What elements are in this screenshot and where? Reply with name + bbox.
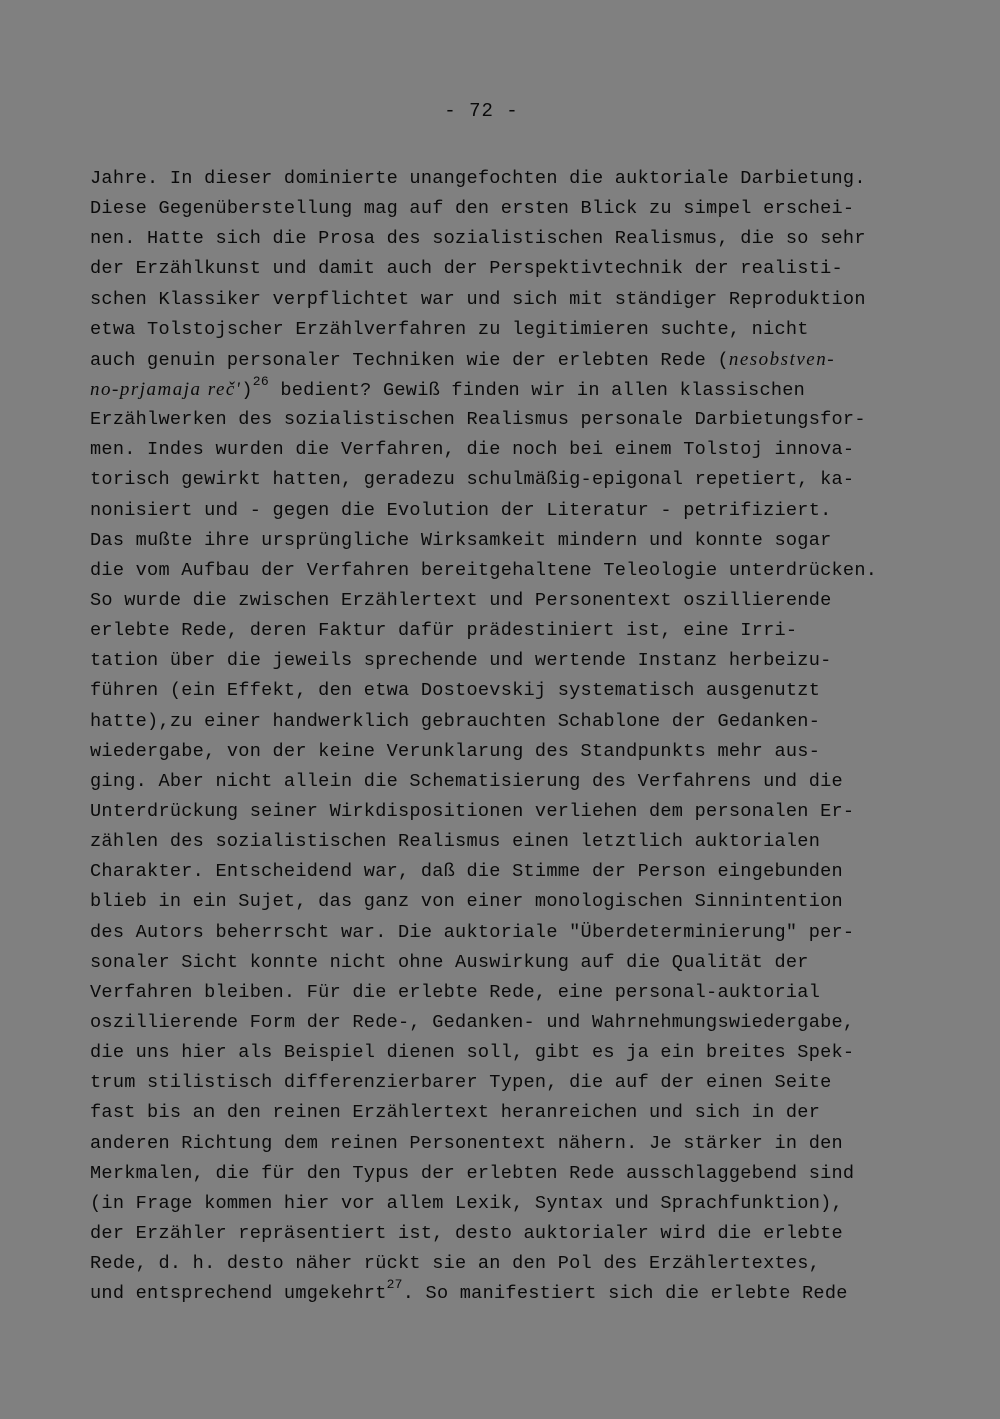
text-line: fast bis an den reinen Erzählertext heranreichen und sich in der bbox=[90, 1102, 821, 1124]
text-line: ging. Aber nicht allein die Schematisierung des Verfahrens und die bbox=[90, 770, 843, 792]
text-line bbox=[90, 345, 930, 375]
text-span: bedient? Gewiß finden wir in allen klassischen bbox=[268, 379, 806, 401]
text-line: die vom Aufbau der Verfahren bereitgehaltene Teleologie unterdrücken. bbox=[90, 559, 878, 581]
text-span: und entsprechend umgekehrt bbox=[90, 1283, 387, 1305]
body-text bbox=[90, 164, 930, 1309]
text-line: Charakter. Entscheidend war, daß die Stimme der Person eingebunden bbox=[90, 861, 843, 883]
text-line: erlebte Rede, deren Faktur dafür prädestiniert ist, eine Irri- bbox=[90, 620, 798, 642]
text-span: auch genuin personaler Techniken wie der erlebten Rede ( bbox=[90, 349, 729, 371]
page-number: - 72 - bbox=[444, 100, 519, 122]
text-line: So wurde die zwischen Erzählertext und Personentext oszillierende bbox=[90, 589, 832, 611]
text-line: sonaler Sicht konnte nicht ohne Auswirkung auf die Qualität der bbox=[90, 951, 809, 973]
text-line: nonisiert und - gegen die Evolution der Literatur - petrifiziert. bbox=[90, 499, 832, 521]
text-line: Rede, d. h. desto näher rückt sie an den Pol des Erzählertextes, bbox=[90, 1253, 821, 1275]
text-line: Unterdrückung seiner Wirkdispositionen verliehen dem personalen Er- bbox=[90, 800, 855, 822]
text-line: blieb in ein Sujet, das ganz von einer monologischen Sinnintention bbox=[90, 891, 843, 913]
text-line: der Erzähler repräsentiert ist, desto auktorialer wird die erlebte bbox=[90, 1222, 843, 1244]
text-line: anderen Richtung dem reinen Personentext nähern. Je stärker in den bbox=[90, 1132, 843, 1154]
text-line: Erzählwerken des sozialistischen Realismus personale Darbietungsfor- bbox=[90, 409, 866, 431]
italic-term: no-prjamaja reč' bbox=[90, 378, 242, 400]
text-line: etwa Tolstojscher Erzählverfahren zu legitimieren suchte, nicht bbox=[90, 318, 809, 340]
text-line: Jahre. In dieser dominierte unangefochten die auktoriale Darbietung. bbox=[90, 168, 866, 189]
text-line: men. Indes wurden die Verfahren, die noch bei einem Tolstoj innova- bbox=[90, 439, 855, 461]
text-line: trum stilistisch differenzierbarer Typen, die auf der einen Seite bbox=[90, 1072, 832, 1094]
text-line: hatte),zu einer handwerklich gebrauchten Schablone der Gedanken- bbox=[90, 710, 821, 732]
text-line: zählen des sozialistischen Realismus einen letztlich auktorialen bbox=[90, 831, 821, 853]
text-line: führen (ein Effekt, den etwa Dostoevskij systematisch ausgenutzt bbox=[90, 680, 821, 702]
text-line: Verfahren bleiben. Für die erlebte Rede, eine personal-auktorial bbox=[90, 981, 821, 1003]
italic-term: nesobstven- bbox=[728, 348, 836, 370]
text-span: . So manifestiert sich die erlebte Rede bbox=[402, 1283, 848, 1305]
footnote-ref: 26 bbox=[252, 373, 269, 389]
text-line: Merkmalen, die für den Typus der erlebten Rede ausschlaggebend sind bbox=[90, 1162, 855, 1184]
text-line: torisch gewirkt hatten, geradezu schulmäßig-epigonal repetiert, ka- bbox=[90, 469, 855, 491]
text-line: tation über die jeweils sprechende und wertende Instanz herbeizu- bbox=[90, 650, 832, 672]
text-line: oszillierende Form der Rede-, Gedanken- und Wahrnehmungswiedergabe, bbox=[90, 1011, 855, 1033]
text-line: (in Frage kommen hier vor allem Lexik, Syntax und Sprachfunktion), bbox=[90, 1192, 843, 1214]
text-line: des Autors beherrscht war. Die auktoriale "Überdeterminierung" per- bbox=[90, 921, 855, 943]
text-line: schen Klassiker verpflichtet war und sich mit ständiger Reproduktion bbox=[90, 288, 866, 310]
footnote-ref: 27 bbox=[386, 1277, 403, 1293]
text-line: der Erzählkunst und damit auch der Perspektivtechnik der realisti- bbox=[90, 258, 843, 280]
text-line: Das mußte ihre ursprüngliche Wirksamkeit mindern und konnte sogar bbox=[90, 529, 832, 551]
text-line: wiedergabe, von der keine Verunklarung des Standpunkts mehr aus- bbox=[90, 740, 821, 762]
text-line: Diese Gegenüberstellung mag auf den ersten Blick zu simpel erschei- bbox=[90, 198, 855, 220]
text-line: die uns hier als Beispiel dienen soll, gibt es ja ein breites Spek- bbox=[90, 1042, 855, 1064]
text-line bbox=[90, 375, 930, 405]
text-span: ) bbox=[241, 379, 253, 401]
text-line: nen. Hatte sich die Prosa des sozialistischen Realismus, die so sehr bbox=[90, 228, 866, 250]
text-line bbox=[90, 1279, 930, 1309]
